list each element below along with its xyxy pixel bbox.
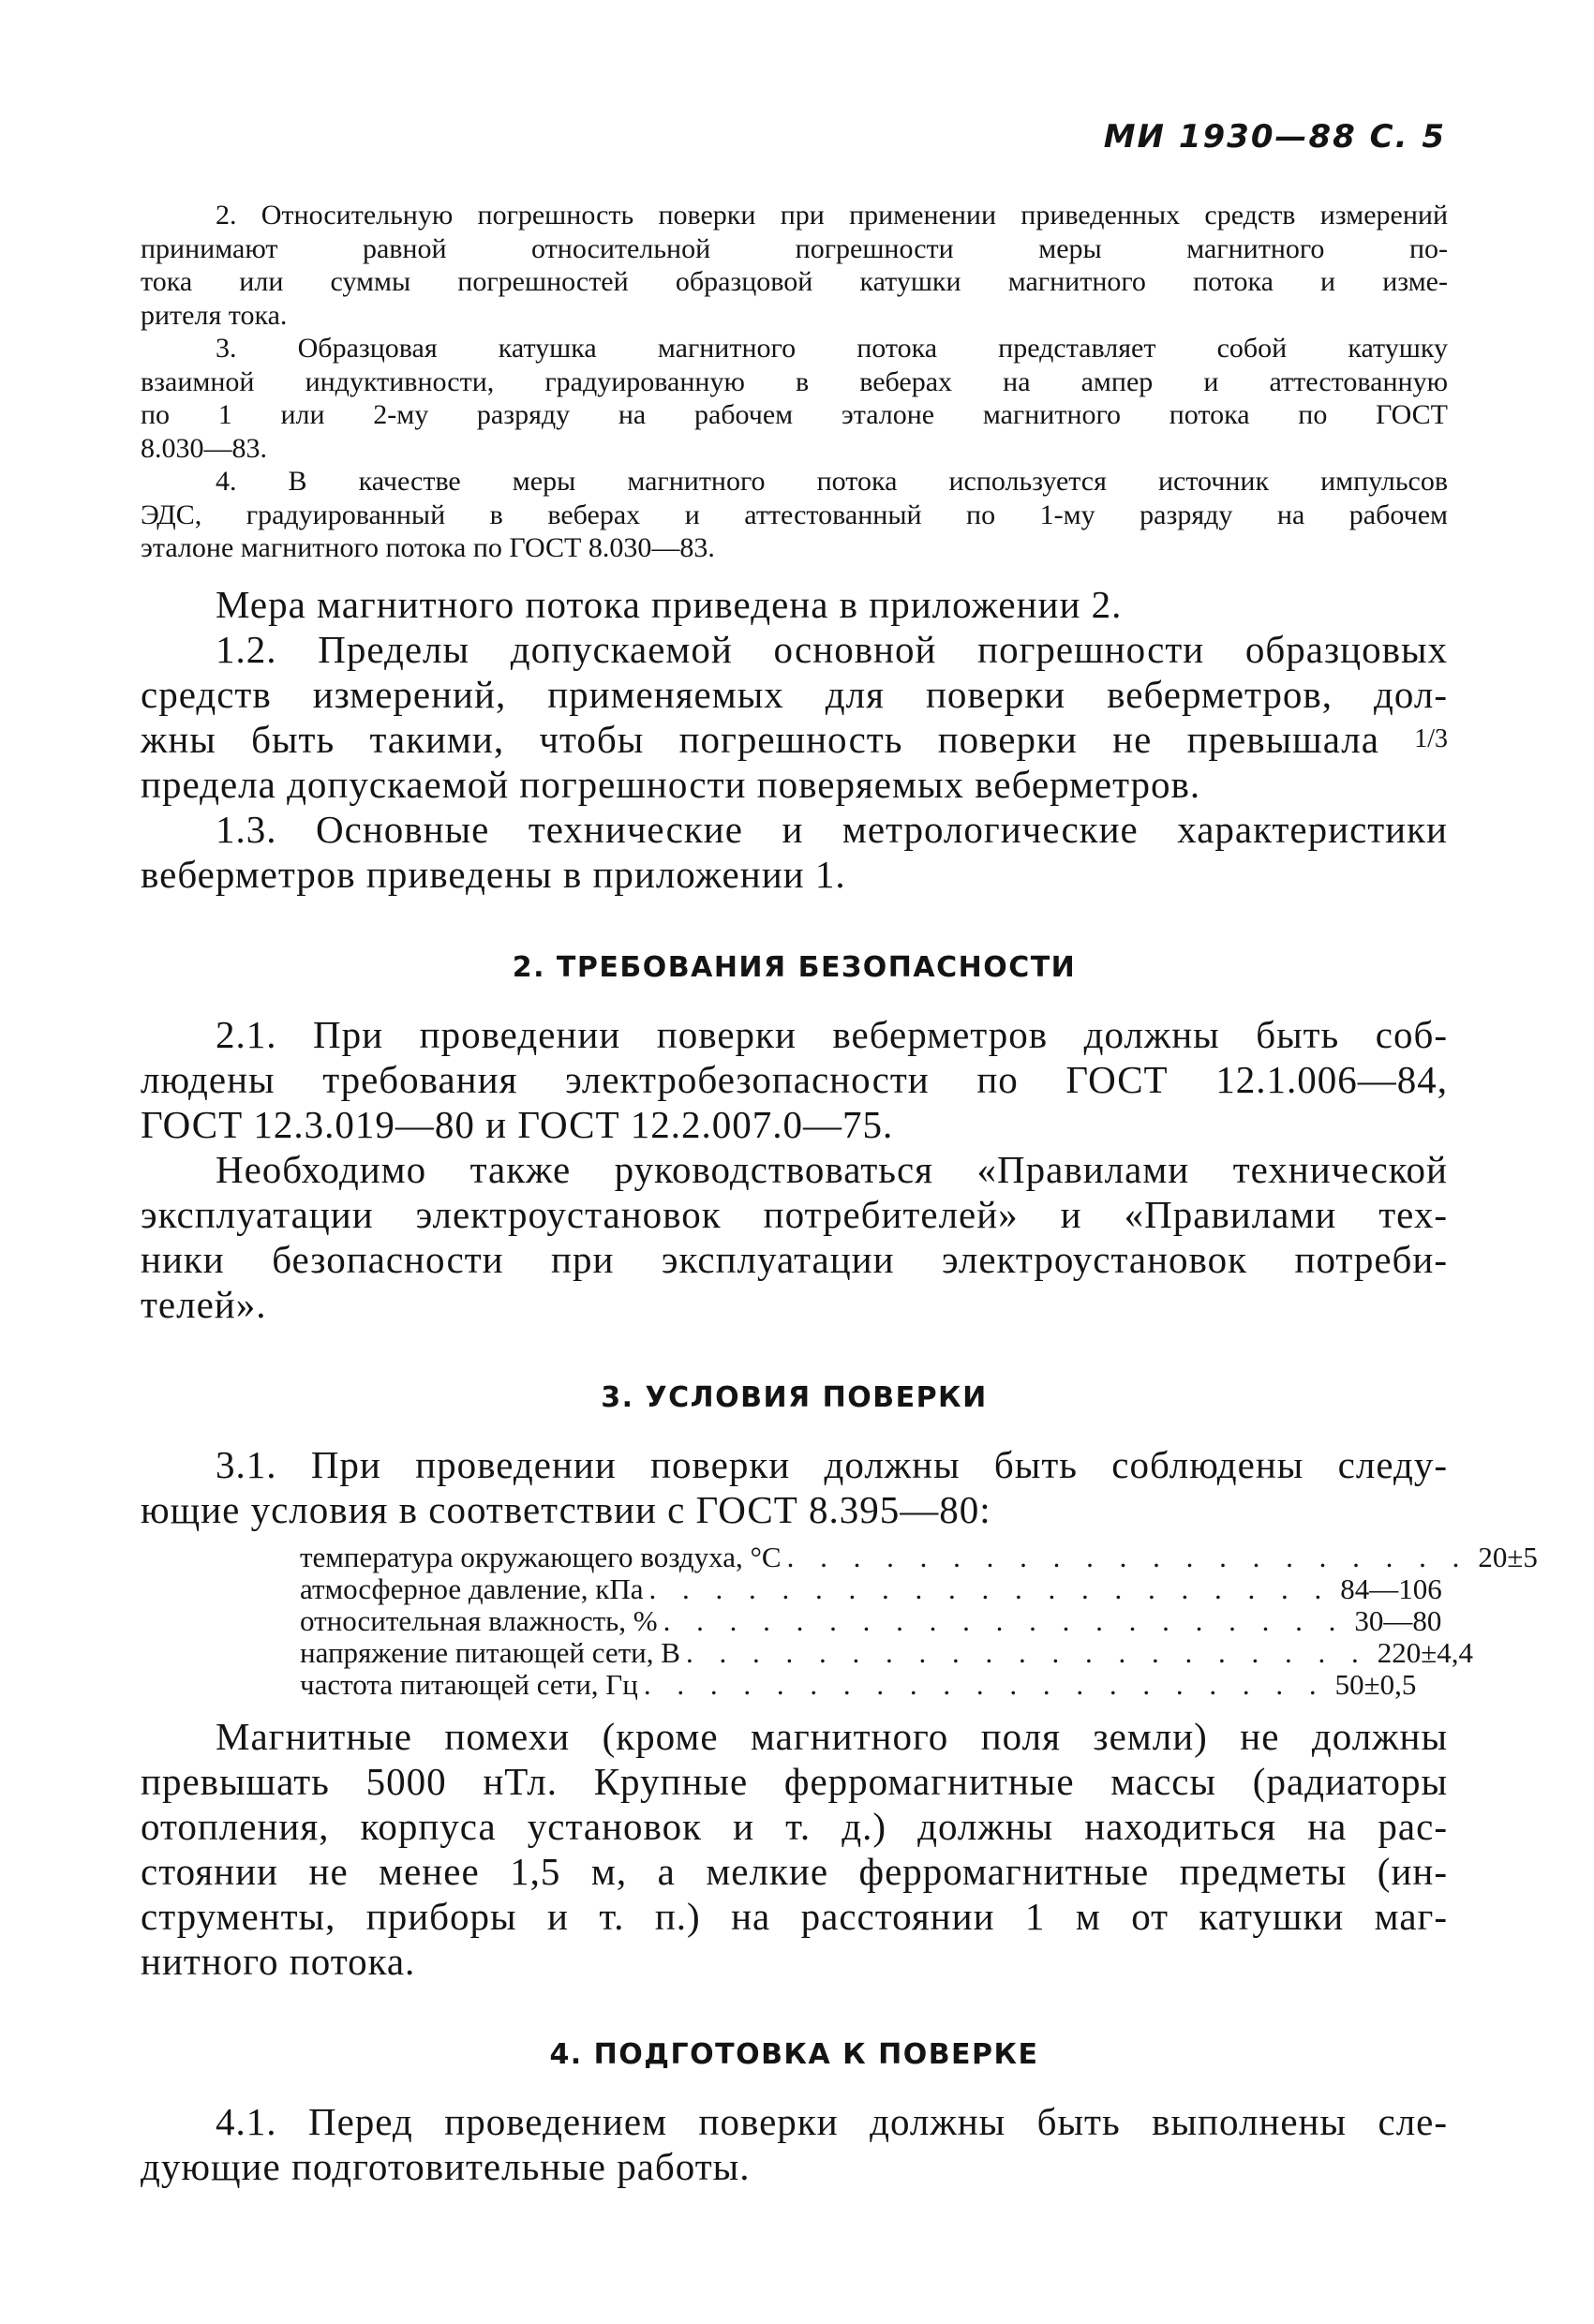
para-measure: Мера магнитного потока приведена в приложении 2. [216,582,1123,626]
condition-value: 20±5 [1478,1540,1538,1573]
para-interference-line-4: стоянии не менее 1,5 м, а мелкие ферромагнитные предметы (ин- [141,1849,1448,1893]
para-1-2-line-4: предела допускаемой погрешности поверяемых веберметров. [141,762,1201,806]
section-3-title: 3. УСЛОВИЯ ПОВЕРКИ [601,1380,988,1414]
condition-value: 220±4,4 [1377,1635,1473,1669]
leader-dots: . . . . . . . . . . . . . . . . . . . . . [786,1540,1469,1573]
para-3-1-line-1: 3.1. При проведении поверки должны быть соблюдены следу- [216,1442,1448,1486]
condition-row [300,1572,1442,1605]
note-4-line-3: эталоне магнитного потока по ГОСТ 8.030—83. [141,532,715,563]
para-2-1-line-2: людены требования электробезопасности по ГОСТ 12.1.006—84, [141,1057,1448,1101]
condition-row [300,1540,1538,1573]
para-interference-line-6: нитного потока. [141,1939,416,1983]
note-4-line-2: ЭДС, градуированный в веберах и аттестованный по 1-му разряду на рабочем [141,499,1448,530]
section-2-title: 2. ТРЕБОВАНИЯ БЕЗОПАСНОСТИ [512,950,1077,984]
para-4-1-line-1: 4.1. Перед проведением поверки должны быть выполнены сле- [216,2099,1448,2143]
para-interference-line-1: Магнитные помехи (кроме магнитного поля земли) не должны [216,1714,1448,1758]
page-content [141,199,1538,2189]
body-interference [141,1714,1448,1984]
body-section-1 [141,582,1448,897]
condition-value: 50±0,5 [1334,1667,1417,1701]
condition-value: 30—80 [1354,1603,1442,1637]
condition-row [300,1667,1417,1701]
note-3-line-3: по 1 или 2-му разряду на рабочем эталоне магнитного потока по ГОСТ [141,399,1448,430]
para-2-2-line-4: телей». [141,1282,267,1326]
para-2-2-line-3: ники безопасности при эксплуатации электроустановок потреби- [141,1237,1448,1281]
note-2-line-2: тока или суммы погрешностей образцовой катушки магнитного потока и изме- [141,266,1448,297]
para-4-1-line-2: дующие подготовительные работы. [141,2144,751,2188]
leader-dots: . . . . . . . . . . . . . . . . . . . . . [663,1603,1346,1637]
leader-dots: . . . . . . . . . . . . . . . . . . . . . [685,1635,1368,1669]
conditions-list [300,1540,1538,1701]
para-1-3-line-1: 1.3. Основные технические и метрологические характеристики [216,807,1448,851]
page-header-doc-ref: МИ 1930—88 С. 5 [1103,118,1446,156]
condition-label: температура окружающего воздуха, °С [300,1540,782,1573]
leader-dots: . . . . . . . . . . . . . . . . . . . . . [648,1572,1332,1605]
para-1-2-line-3-text: жны быть такими, чтобы погрешность поверки не превышала [141,717,1379,761]
note-2-line-1: 2. Относительную погрешность поверки при применении приведенных средств измерений принимают равной относительной погрешности меры магнитного по- [141,200,1448,264]
para-interference-line-2: превышать 5000 нТл. Крупные ферромагнитные массы (радиаторы [141,1759,1448,1803]
body-section-2 [141,1012,1448,1327]
condition-row [300,1603,1442,1637]
body-section-4 [141,2099,1448,2189]
condition-label: напряжение питающей сети, В [300,1635,680,1669]
note-4-line-1: 4. В качестве меры магнитного потока используется источник импульсов [216,466,1448,497]
note-2-line-3: рителя тока. [141,299,288,331]
body-section-3 [141,1442,1448,1532]
para-interference-line-3: отопления, корпуса установок и т. д.) должны находиться на рас- [141,1804,1448,1848]
para-3-1-line-2: ющие условия в соответствии с ГОСТ 8.395—80: [141,1487,991,1531]
para-1-2-line-1: 1.2. Пределы допускаемой основной погрешности образцовых [216,627,1448,671]
condition-row [300,1635,1473,1669]
leader-dots: . . . . . . . . . . . . . . . . . . . . . [643,1667,1326,1701]
note-3-line-1: 3. Образцовая катушка магнитного потока представляет собой катушку [216,333,1448,364]
para-1-2-line-3 [141,717,1448,762]
para-1-2-line-2: средств измерений, применяемых для поверки веберметров, дол- [141,672,1448,716]
para-1-3-line-2: веберметров приведены в приложении 1. [141,852,846,896]
para-2-1-line-1: 2.1. При проведении поверки веберметров должны быть соб- [216,1012,1448,1056]
note-3-line-4: 8.030—83. [141,432,267,464]
note-3-line-2: взаимной индуктивности, градуированную в веберах на ампер и аттестованную [141,365,1448,397]
para-2-1-line-3: ГОСТ 12.3.019—80 и ГОСТ 12.2.007.0—75. [141,1102,894,1146]
para-2-2-line-1: Необходимо также руководствоваться «Правилами технической [216,1147,1448,1191]
section-4-title: 4. ПОДГОТОВКА К ПОВЕРКЕ [549,2037,1039,2071]
condition-label: атмосферное давление, кПа [300,1572,644,1605]
fraction-one-third: 1/3 [1414,723,1449,753]
condition-label: относительная влажность, % [300,1603,658,1637]
notes-block [141,199,1448,565]
para-2-2-line-2: эксплуатации электроустановок потребителей» и «Правилами тех- [141,1192,1448,1236]
condition-label: частота питающей сети, Гц [300,1667,638,1701]
condition-value: 84—106 [1340,1572,1442,1605]
para-interference-line-5: струменты, приборы и т. п.) на расстоянии 1 м от катушки маг- [141,1894,1448,1938]
